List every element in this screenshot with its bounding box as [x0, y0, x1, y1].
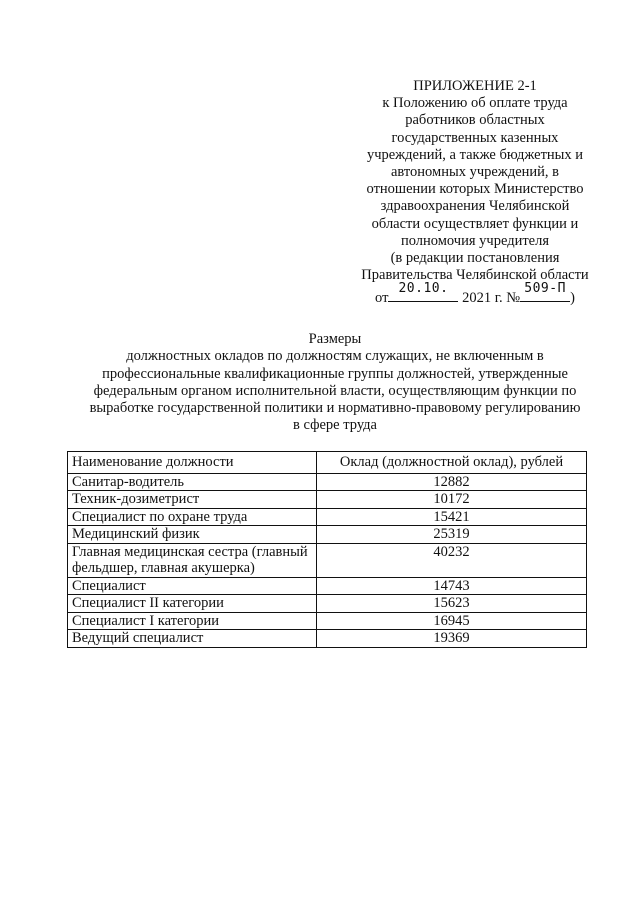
year-text: 2021 г. № — [462, 290, 521, 307]
salary-table — [67, 451, 587, 648]
appendix-line: области осуществляет функции и — [371, 215, 579, 232]
date-prefix: от — [375, 290, 389, 307]
position-cell: Специалист I категории — [68, 612, 317, 630]
position-cell: Ведущий специалист — [68, 630, 317, 648]
appendix-line: здравоохранения Челябинской — [380, 198, 570, 215]
table-row — [68, 508, 587, 526]
position-cell: Специалист — [68, 577, 317, 595]
table-row — [68, 543, 587, 577]
title-line: федеральным органом исполнительной власти, осуществляющим функции по — [93, 382, 577, 399]
appendix-line: отношении которых Министерство — [366, 181, 584, 198]
table-row — [68, 612, 587, 630]
header-salary: Оклад (должностной оклад), рублей — [317, 452, 587, 474]
appendix-line: государственных казенных — [391, 129, 559, 146]
appendix-line: Правительства Челябинской области — [361, 267, 589, 284]
table-row — [68, 491, 587, 509]
title-line: профессиональные квалификационные группы должностей, утвержденные — [102, 365, 568, 382]
date-value: 20.10. — [398, 281, 449, 297]
appendix-line: учреждений, а также бюджетных и — [366, 146, 584, 163]
position-cell: Специалист II категории — [68, 595, 317, 613]
salary-cell: 15421 — [317, 508, 587, 526]
position-cell: Санитар-водитель — [68, 473, 317, 491]
appendix-line: автономных учреждений, в — [390, 164, 560, 181]
resolution-date-line — [340, 281, 610, 307]
appendix-title: ПРИЛОЖЕНИЕ 2-1 — [413, 78, 537, 94]
salary-cell: 25319 — [317, 526, 587, 544]
salary-cell: 40232 — [317, 543, 587, 577]
salary-cell: 10172 — [317, 491, 587, 509]
salary-cell: 15623 — [317, 595, 587, 613]
appendix-line: работников областных — [405, 112, 545, 129]
position-cell: Медицинский физик — [68, 526, 317, 544]
title-line: должностных окладов по должностям служащих, не включенным в — [126, 348, 544, 365]
table-row — [68, 473, 587, 491]
salary-cell: 16945 — [317, 612, 587, 630]
appendix-line: полномочия учредителя — [400, 232, 550, 249]
document-title — [60, 331, 610, 435]
salary-cell: 12882 — [317, 473, 587, 491]
header-position: Наименование должности — [68, 452, 317, 474]
appendix-header — [340, 78, 610, 308]
position-cell: Техник-дозиметрист — [68, 491, 317, 509]
salary-cell: 19369 — [317, 630, 587, 648]
salary-cell: 14743 — [317, 577, 587, 595]
closing-paren: ) — [570, 290, 575, 307]
appendix-line: к Положению об оплате труда — [382, 95, 568, 112]
table-row — [68, 526, 587, 544]
title-line: выработке государственной политики и нормативно-правовому регулированию — [89, 400, 581, 417]
number-field — [520, 281, 570, 302]
table-header-row — [68, 452, 587, 474]
title-heading: Размеры — [308, 331, 362, 347]
table-row — [68, 630, 587, 648]
title-line: в сфере труда — [293, 417, 377, 434]
resolution-number: 509-П — [524, 281, 566, 297]
date-field — [388, 281, 458, 302]
appendix-line: (в редакции постановления — [390, 250, 560, 267]
position-cell: Главная медицинская сестра (главный фельдшер, главная акушерка) — [68, 543, 317, 577]
table-row — [68, 595, 587, 613]
table-row — [68, 577, 587, 595]
position-cell: Специалист по охране труда — [68, 508, 317, 526]
